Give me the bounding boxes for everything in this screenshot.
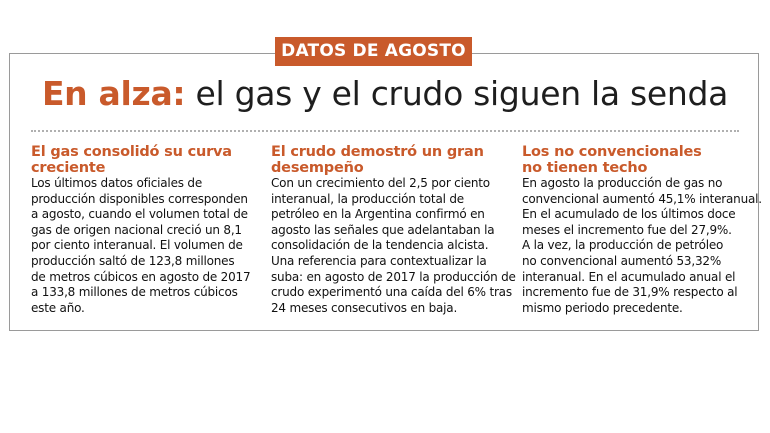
body-line: producción disponibles corresponden <box>31 191 248 206</box>
dotted-divider <box>31 130 739 132</box>
body-line: gas de origen nacional creció un 8,1 <box>31 222 242 237</box>
title-line: El crudo demostró un gran <box>271 144 484 160</box>
column-body <box>522 176 762 316</box>
body-line: mismo periodo precedente. <box>522 300 683 315</box>
title-line: El gas consolidó su curva <box>31 144 232 160</box>
body-line: este año. <box>31 300 85 315</box>
column-no-convencionales <box>522 144 762 316</box>
body-line: 24 meses consecutivos en baja. <box>271 300 458 315</box>
body-line: de metros cúbicos en agosto de 2017 <box>31 269 251 284</box>
headline-text: el gas y el crudo siguen la senda <box>185 74 729 113</box>
column-title <box>271 144 516 176</box>
title-line: Los no convencionales <box>522 144 702 160</box>
body-line: consolidación de la tendencia alcista. <box>271 238 489 253</box>
section-badge: DATOS DE AGOSTO <box>275 37 472 66</box>
headline <box>0 71 770 117</box>
body-line: En el acumulado de los últimos doce <box>522 207 736 222</box>
column-body <box>271 176 516 316</box>
body-line: a agosto, cuando el volumen total de <box>31 207 248 222</box>
body-line: producción saltó de 123,8 millones <box>31 253 235 268</box>
body-line: Una referencia para contextualizar la <box>271 253 487 268</box>
body-line: crudo experimentó una caída del 6% tras <box>271 285 512 300</box>
body-line: interanual. En el acumulado anual el <box>522 269 736 284</box>
body-line: A la vez, la producción de petróleo <box>522 238 724 253</box>
column-body <box>31 176 271 316</box>
body-line: incremento fue de 31,9% respecto al <box>522 285 738 300</box>
title-line: creciente <box>31 160 106 176</box>
body-line: por ciento interanual. El volumen de <box>31 238 243 253</box>
column-title <box>522 144 752 176</box>
title-line: no tienen techo <box>522 160 648 176</box>
body-line: interanual, la producción total de <box>271 191 464 206</box>
column-crudo <box>271 144 516 316</box>
body-line: a 133,8 millones de metros cúbicos <box>31 285 238 300</box>
body-line: no convencional aumentó 53,32% <box>522 253 722 268</box>
body-line: En agosto la producción de gas no <box>522 176 723 190</box>
title-line: desempeño <box>271 160 364 176</box>
body-line: convencional aumentó 45,1% interanual. <box>522 191 762 206</box>
body-line: petróleo en la Argentina confirmó en <box>271 207 485 222</box>
body-line: agosto las señales que adelantaban la <box>271 222 495 237</box>
body-line: Los últimos datos oficiales de <box>31 176 203 190</box>
body-line: suba: en agosto de 2017 la producción de <box>271 269 516 284</box>
body-line: meses el incremento fue del 27,9%. <box>522 222 732 237</box>
column-title <box>31 144 271 176</box>
column-gas <box>31 144 271 316</box>
headline-accent: En alza: <box>41 74 186 113</box>
body-line: Con un crecimiento del 2,5 por ciento <box>271 176 490 190</box>
